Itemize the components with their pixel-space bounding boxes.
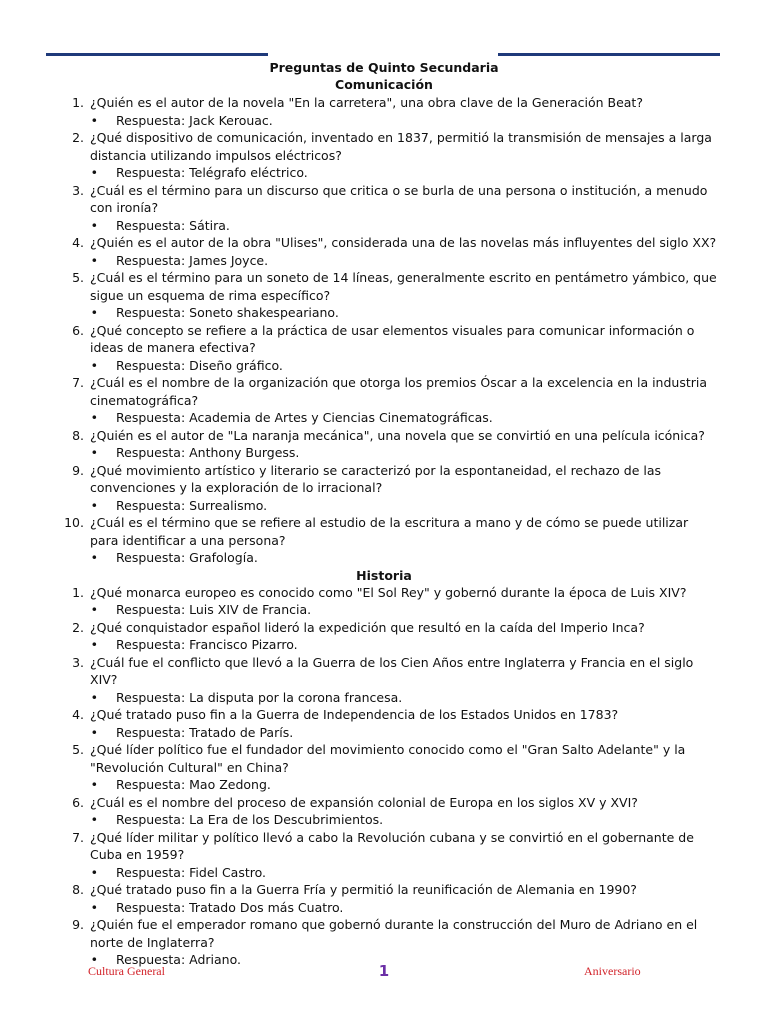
bullet-icon: • [90,357,98,373]
question-text: ¿Cuál es el término para un discurso que critica o se burla de una persona o institución, a menudo con ironía? [90,182,708,215]
question-item [0,829,768,882]
question-item [0,706,768,741]
answer-text: Respuesta: Grafología. [116,550,258,565]
question-item [0,269,768,322]
bullet-icon: • [90,777,98,792]
question-item [0,794,768,829]
question-number: 3. [72,654,84,670]
answer-text: Respuesta: Francisco Pizarro. [116,637,298,652]
question-text: ¿Cuál fue el conflicto que llevó a la Guerra de los Cien Años entre Inglaterra y Francia en el siglo XIV? [90,654,694,687]
footer-right-text: Aniversario [584,964,641,978]
answer-text: Respuesta: Telégrafo eléctrico. [116,165,308,180]
question-item [0,741,768,794]
question-number: 5. [72,270,84,285]
question-item [0,322,768,375]
bullet-icon: • [90,550,98,565]
question-number: 5. [72,742,84,757]
question-number: 8. [72,882,84,897]
question-text: ¿Cuál es el término que se refiere al estudio de la escritura a mano y de cómo se puede utilizar para identificar a una persona? [90,515,689,548]
answer-text: Respuesta: Jack Kerouac. [116,112,273,128]
question-number: 10. [64,515,84,530]
bullet-icon: • [90,602,98,617]
bullet-icon: • [90,445,98,460]
question-item [0,619,768,654]
bullet-icon: • [90,724,98,740]
question-item [0,916,768,969]
bullet-icon: • [90,952,98,967]
question-item [0,881,768,916]
question-text: ¿Qué movimiento artístico y literario se caracterizó por la espontaneidad, el rechazo de las convenciones y la exploración de lo irracional? [90,462,662,495]
question-item [0,374,768,427]
question-number: 7. [72,375,84,390]
question-item [0,514,768,567]
answer-text: Respuesta: Tratado Dos más Cuatro. [116,899,344,915]
question-text: ¿Quién es el autor de "La naranja mecánica", una novela que se convirtió en una película icónica? [90,427,705,443]
question-item [0,129,768,182]
question-text: ¿Qué tratado puso fin a la Guerra de Independencia de los Estados Unidos en 1783? [90,707,619,722]
answer-text: Respuesta: Mao Zedong. [116,777,271,792]
bullet-icon: • [90,410,98,425]
header-rule-left [46,53,268,56]
question-text: ¿Qué líder militar y político llevó a cabo la Revolución cubana y se convirtió en el gobernante de Cuba en 1959? [90,829,694,862]
answer-text: Respuesta: La Era de los Descubrimientos. [116,812,384,827]
question-text: ¿Qué conquistador español lideró la expedición que resultó en la caída del Imperio Inca? [90,619,645,635]
question-number: 4. [72,235,84,250]
question-number: 9. [72,462,84,478]
answer-text: Respuesta: Surrealismo. [116,497,268,513]
question-number: 7. [72,829,84,845]
question-number: 3. [72,182,84,198]
bullet-icon: • [90,165,98,180]
question-text: ¿Qué tratado puso fin a la Guerra Fría y permitió la reunificación de Alemania en 1990? [90,882,637,897]
question-number: 6. [72,322,84,338]
footer-left-text: Cultura General [88,964,165,978]
question-item [0,94,768,129]
question-item [0,234,768,269]
question-number: 9. [72,917,84,932]
answer-text: Respuesta: Tratado de París. [116,724,294,740]
section-heading: Historia [356,567,412,583]
question-item [0,462,768,515]
question-list [0,94,768,969]
bullet-icon: • [90,864,98,880]
question-text: ¿Cuál es el nombre del proceso de expansión colonial de Europa en los siglos XV y XVI? [90,794,638,810]
question-text: ¿Quién fue el emperador romano que gobernó durante la construcción del Muro de Adriano en el norte de Inglaterra? [90,917,698,950]
page-title: Preguntas de Quinto Secundaria [269,60,499,75]
question-text: ¿Quién es el autor de la obra "Ulises", considerada una de las novelas más influyentes del siglo XX? [90,235,717,250]
answer-text: Respuesta: Sátira. [116,217,230,233]
question-number: 1. [72,584,84,600]
question-text: ¿Cuál es el nombre de la organización que otorga los premios Óscar a la excelencia en la industria cinematográfica? [90,375,708,408]
answer-text: Respuesta: James Joyce. [116,252,269,268]
question-number: 1. [72,95,84,110]
question-number: 4. [72,707,84,722]
header-rule-right [498,53,720,56]
bullet-icon: • [90,899,98,915]
bullet-icon: • [90,689,98,705]
bullet-icon: • [90,497,98,513]
question-item [0,427,768,462]
bullet-icon: • [90,252,98,268]
question-number: 2. [72,619,84,635]
question-item [0,584,768,619]
question-number: 2. [72,130,84,145]
bullet-icon: • [90,637,98,652]
answer-text: Respuesta: Soneto shakespeariano. [116,305,339,320]
question-text: ¿Cuál es el término para un soneto de 14 líneas, generalmente escrito en pentámetro yámbico, que sigue un esquema de rima específico? [90,270,717,303]
answer-text: Respuesta: Fidel Castro. [116,864,267,880]
question-item [0,654,768,707]
answer-text: Respuesta: Luis XIV de Francia. [116,602,312,617]
question-text: ¿Qué líder político fue el fundador del movimiento conocido como el "Gran Salto Adelante" y la "Revolución Cultural" en China? [90,742,686,775]
answer-text: Respuesta: Diseño gráfico. [116,357,283,373]
section-heading-comunicacion: Comunicación [335,77,433,92]
question-item [0,182,768,235]
bullet-icon: • [90,112,98,128]
question-number: 8. [72,427,84,443]
answer-text: Respuesta: La disputa por la corona francesa. [116,689,403,705]
answer-text: Respuesta: Adriano. [116,952,241,967]
page-number: 1 [378,962,390,980]
question-number: 6. [72,794,84,810]
bullet-icon: • [90,217,98,233]
bullet-icon: • [90,812,98,827]
answer-text: Respuesta: Academia de Artes y Ciencias Cinematográficas. [116,410,493,425]
question-text: ¿Qué dispositivo de comunicación, inventado en 1837, permitió la transmisión de mensajes a larga distancia utilizando impulsos eléctricos? [90,130,712,163]
question-text: ¿Qué concepto se refiere a la práctica de usar elementos visuales para comunicar información o ideas de manera efectiva? [90,322,695,355]
question-text: ¿Quién es el autor de la novela "En la carretera", una obra clave de la Generación Beat? [90,95,643,110]
bullet-icon: • [90,305,98,320]
question-text: ¿Qué monarca europeo es conocido como "El Sol Rey" y gobernó durante la época de Luis XIV? [90,584,687,600]
answer-text: Respuesta: Anthony Burgess. [116,445,300,460]
